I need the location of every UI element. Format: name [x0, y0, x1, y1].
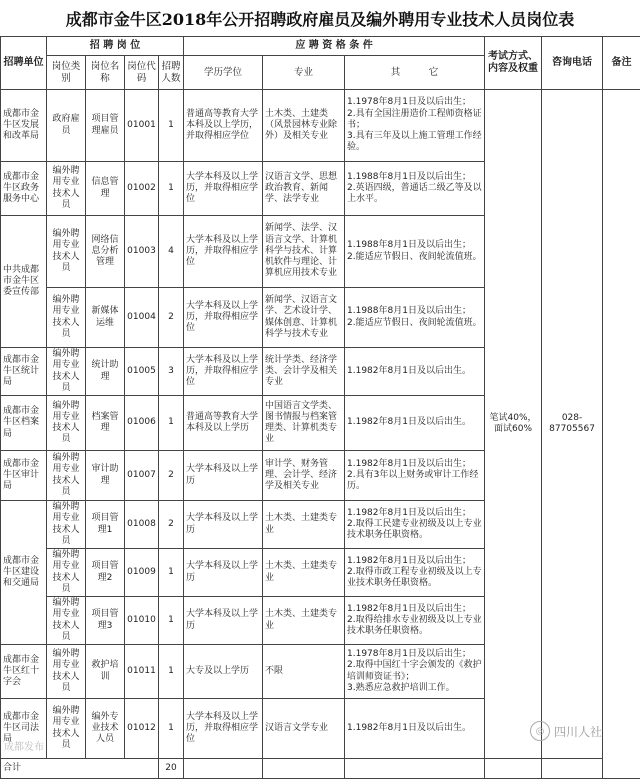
edu-cell: 大学本科及以上学历，并取得相应学位	[184, 348, 263, 396]
unit-cell: 中共成都市金牛区委宣传部	[1, 216, 47, 348]
header-major: 专业	[263, 56, 345, 90]
major-cell: 土木类、土建类专业	[263, 597, 345, 645]
other-cell: 1.1982年8月1日及以后出生。	[345, 699, 485, 759]
other-cell: 1.1982年8月1日及以后出生； 2.取得给排水专业初级及以上专业技术职务任职资格。	[345, 597, 485, 645]
name-cell: 统计助理	[86, 348, 125, 396]
table-row	[1, 90, 640, 162]
header-remark: 备注	[603, 37, 640, 90]
code-cell: 01008	[125, 501, 159, 549]
other-cell: 1.1982年8月1日及以后出生； 2.具有3年以上财务或审计工作经历。	[345, 451, 485, 501]
header-other: 其 它	[345, 56, 485, 90]
other-cell: 1.1982年8月1日及以后出生； 2.取得工民建专业初级及以上专业技术职务任职资格。	[345, 501, 485, 549]
code-cell: 01002	[125, 162, 159, 216]
watermark-left: 成都发布	[4, 738, 44, 753]
other-cell: 1.1982年8月1日及以后出生。	[345, 348, 485, 396]
name-cell: 信息管理	[86, 162, 125, 216]
major-cell: 汉语言文学专业	[263, 699, 345, 759]
total-row	[1, 759, 640, 779]
count-cell: 1	[159, 162, 184, 216]
edu-cell: 大学本科及以上学历	[184, 501, 263, 549]
name-cell: 网络信息分析管理	[86, 216, 125, 288]
position-table	[0, 36, 640, 779]
edu-cell: 大学本科及以上学历，并取得相应学位	[184, 699, 263, 759]
major-cell: 新闻学、法学、汉语言文学、计算机科学与技术、计算机软件与理论、计算机应用技术专业	[263, 216, 345, 288]
count-cell: 1	[159, 549, 184, 597]
total-label: 合计	[1, 759, 159, 779]
edu-cell: 大学本科及以上学历	[184, 549, 263, 597]
unit-cell: 成都市金牛区红十字会	[1, 645, 47, 699]
category-cell: 编外聘用专业技术人员	[47, 396, 86, 451]
code-cell: 01007	[125, 451, 159, 501]
code-cell: 01003	[125, 216, 159, 288]
header-count: 招聘人数	[159, 56, 184, 90]
major-cell: 土木类、土建类（风景园林专业除外）及相关专业	[263, 90, 345, 162]
header-code: 岗位代码	[125, 56, 159, 90]
category-cell: 编外聘用专业技术人员	[47, 645, 86, 699]
unit-cell: 成都市金牛区档案局	[1, 396, 47, 451]
major-cell: 新闻学、汉语言文学、艺术设计学、媒体创意、计算机科学与技术专业	[263, 288, 345, 348]
other-cell: 1.1988年8月1日及以后出生； 2.英语四级，普通话二级乙等及以上水平。	[345, 162, 485, 216]
name-cell: 项目管理2	[86, 549, 125, 597]
header-edu: 学历学位	[184, 56, 263, 90]
other-cell: 1.1978年8月1日及以后出生； 2.具有全国注册造价工程师资格证书； 3.具有三年及以上施工管理工作经验。	[345, 90, 485, 162]
code-cell: 01011	[125, 645, 159, 699]
wechat-logo-icon: ◎	[530, 721, 550, 741]
name-cell: 新媒体运维	[86, 288, 125, 348]
edu-cell: 大学本科及以上学历	[184, 597, 263, 645]
code-cell: 01010	[125, 597, 159, 645]
remark-cell	[603, 90, 640, 779]
category-cell: 编外聘用专业技术人员	[47, 549, 86, 597]
code-cell: 01012	[125, 699, 159, 759]
major-cell: 不限	[263, 645, 345, 699]
count-cell: 1	[159, 396, 184, 451]
major-cell: 统计学类、经济学类、会计学及相关专业	[263, 348, 345, 396]
count-cell: 2	[159, 451, 184, 501]
code-cell: 01005	[125, 348, 159, 396]
code-cell: 01009	[125, 549, 159, 597]
other-cell: 1.1988年8月1日及以后出生； 2.能适应节假日、夜间轮流值班。	[345, 288, 485, 348]
category-cell: 编外聘用专业技术人员	[47, 597, 86, 645]
category-cell: 编外聘用专业技术人员	[47, 216, 86, 288]
other-cell: 1.1982年8月1日及以后出生； 2.取得市政工程专业初级及以上专业技术职务任职资格。	[345, 549, 485, 597]
edu-cell: 大学本科及以上学历，并取得相应学位	[184, 162, 263, 216]
count-cell: 3	[159, 348, 184, 396]
count-cell: 1	[159, 699, 184, 759]
count-cell: 4	[159, 216, 184, 288]
unit-cell: 成都市金牛区建设和交通局	[1, 501, 47, 645]
name-cell: 项目管理雇员	[86, 90, 125, 162]
category-cell: 编外聘用专业技术人员	[47, 451, 86, 501]
count-cell: 2	[159, 501, 184, 549]
name-cell: 档案管理	[86, 396, 125, 451]
code-cell: 01001	[125, 90, 159, 162]
watermark-right	[530, 720, 636, 742]
other-cell: 1.1982年8月1日及以后出生。	[345, 396, 485, 451]
unit-cell: 成都市金牛区司法局	[1, 699, 47, 759]
major-cell: 土木类、土建类专业	[263, 549, 345, 597]
header-name: 岗位名称	[86, 56, 125, 90]
watermark-right-text: 四川人社	[554, 723, 602, 740]
category-cell: 编外聘用专业技术人员	[47, 162, 86, 216]
header-phone: 咨询电话	[542, 37, 603, 90]
header-requirements-group: 应 聘 资 格 条 件	[184, 37, 485, 56]
name-cell: 审计助理	[86, 451, 125, 501]
edu-cell: 大专及以上学历	[184, 645, 263, 699]
edu-cell: 普通高等教育大学本科及以上学历，并取得相应学位	[184, 90, 263, 162]
header-exam: 考试方式、内容及权重	[485, 37, 542, 90]
major-cell: 中国语言文学类、图书情报与档案管理类、计算机类专业	[263, 396, 345, 451]
unit-cell: 成都市金牛区审计局	[1, 451, 47, 501]
name-cell: 项目管理1	[86, 501, 125, 549]
name-cell: 编外专业技术人员	[86, 699, 125, 759]
page-title: 成都市金牛区2018年公开招聘政府雇员及编外聘用专业技术人员岗位表	[0, 0, 640, 36]
category-cell: 编外聘用专业技术人员	[47, 501, 86, 549]
unit-cell: 成都市金牛区统计局	[1, 348, 47, 396]
unit-cell: 成都市金牛区政务服务中心	[1, 162, 47, 216]
code-cell: 01004	[125, 288, 159, 348]
phone-cell: 028-87705567	[542, 90, 603, 759]
unit-cell: 成都市金牛区发展和改革局	[1, 90, 47, 162]
code-cell: 01006	[125, 396, 159, 451]
count-cell: 1	[159, 645, 184, 699]
category-cell: 编外聘用专业技术人员	[47, 348, 86, 396]
category-cell: 编外聘用专业技术人员	[47, 699, 86, 759]
category-cell: 编外聘用专业技术人员	[47, 288, 86, 348]
header-position-group: 招 聘 岗 位	[47, 37, 184, 56]
edu-cell: 大学本科及以上学历，并取得相应学位	[184, 288, 263, 348]
count-cell: 2	[159, 288, 184, 348]
other-cell: 1.1988年8月1日及以后出生； 2.能适应节假日、夜间轮流值班。	[345, 216, 485, 288]
major-cell: 汉语言文学、思想政治教育、新闻学、法学专业	[263, 162, 345, 216]
major-cell: 土木类、土建类专业	[263, 501, 345, 549]
name-cell: 救护培训	[86, 645, 125, 699]
category-cell: 政府雇员	[47, 90, 86, 162]
major-cell: 审计学、财务管理、会计学、经济学及相关专业	[263, 451, 345, 501]
header-unit: 招聘单位	[1, 37, 47, 90]
exam-cell: 笔试40%，面试60%	[485, 90, 542, 759]
header-category: 岗位类别	[47, 56, 86, 90]
edu-cell: 大学本科及以上学历，并取得相应学位	[184, 216, 263, 288]
edu-cell: 大学本科及以上学历	[184, 451, 263, 501]
edu-cell: 普通高等教育大学本科及以上学历	[184, 396, 263, 451]
total-value: 20	[159, 759, 184, 779]
count-cell: 1	[159, 90, 184, 162]
name-cell: 项目管理3	[86, 597, 125, 645]
count-cell: 1	[159, 597, 184, 645]
other-cell: 1.1978年8月1日及以后出生； 2.取得中国红十字会颁发的《救护培训师资证书》； 3.熟悉应急救护培训工作。	[345, 645, 485, 699]
